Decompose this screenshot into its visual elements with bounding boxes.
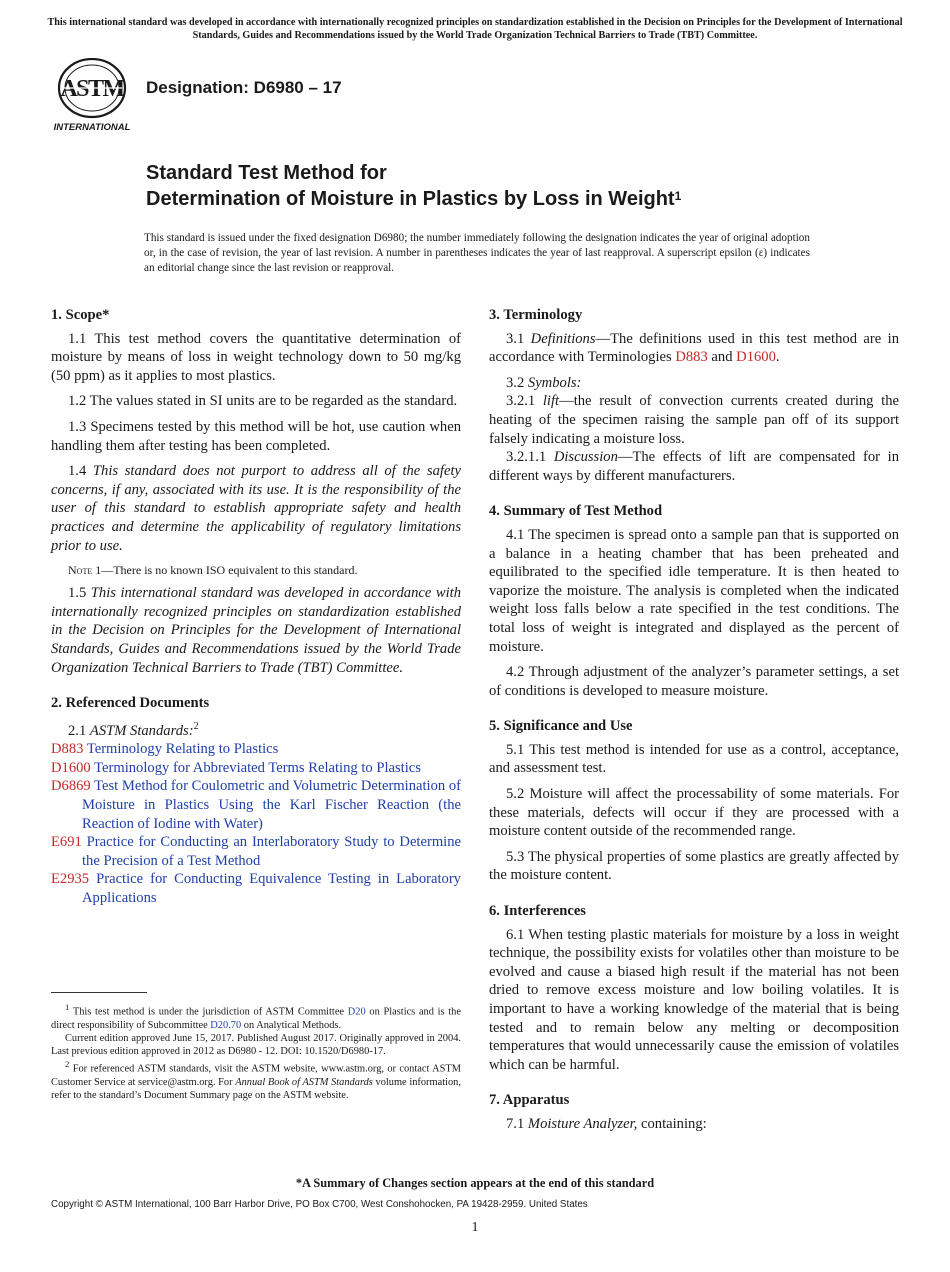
footnote-text: For referenced ASTM standards, visit the ASTM website, www.astm.org, or contact ASTM Customer Service at service@astm.org. For: [51, 1063, 461, 1088]
paragraph-number: 3.2.1: [506, 393, 536, 410]
title-line-1: Standard Test Method for: [146, 162, 387, 184]
note-label: Note 1: [68, 563, 102, 578]
reference-item[interactable]: [51, 777, 461, 833]
reference-code-link[interactable]: E691: [51, 834, 82, 851]
right-column: [489, 306, 899, 1134]
footnote-italic: Annual Book of ASTM Standards: [235, 1076, 373, 1088]
reference-title-link[interactable]: Terminology for Abbreviated Terms Relating to Plastics: [94, 759, 421, 776]
paragraph-number: 1.5: [68, 585, 87, 602]
paragraph-number: 2.1: [68, 722, 87, 739]
copyright: Copyright © ASTM International, 100 Barr Harbor Drive, PO Box C700, West Conshohocken, PA 19428-2959. United States: [51, 1199, 588, 1210]
paragraph-number: 1.4: [68, 463, 87, 480]
reference-code-link[interactable]: D883: [51, 741, 84, 758]
reference-title-link[interactable]: Test Method for Coulometric and Volumetric Determination of Moisture in Plastics Using the Karl Fischer Reaction (the Reaction of Iodine with Water): [82, 778, 461, 832]
paragraph-3-2-1-1: [489, 448, 899, 485]
paragraph-text: —the result of convection currents created during the heating of the specimen raising the sample pan off of its support falsely indicating a moisture loss.: [489, 393, 899, 447]
paragraph-3-2-1: [489, 392, 899, 448]
section-heading-scope: 1. Scope*: [51, 307, 110, 323]
section-heading-apparatus: 7. Apparatus: [489, 1092, 570, 1109]
reference-item[interactable]: [51, 870, 461, 907]
footnote-mark: 2: [193, 720, 199, 732]
paragraph-text: —The effects of lift are compensated for in different ways by different manufacturers.: [489, 449, 899, 484]
reference-title-link[interactable]: Terminology Relating to Plastics: [86, 741, 279, 758]
paragraph-1-5-text: This international standard was developed in accordance with internationally recognized principles on standardization established in the Decision on Principles for the Development of International Standards, Guides and Recommendations issued by the World Trade Organization Technical Barriers to Trade (TBT) Committee.: [51, 585, 462, 676]
term: Moisture Analyzer,: [527, 1115, 638, 1132]
footnote-mark: 2: [65, 1059, 70, 1070]
paragraph-1-1: 1.1 This test method covers the quantitative determination of moisture by means of loss in weight technology down to 50 mg/kg (50 ppm) as it applies to most plastics.: [51, 330, 461, 384]
paragraph-number: 7.1: [506, 1115, 525, 1132]
footnote-text: This test method is under the jurisdiction of ASTM Committee: [72, 1006, 348, 1018]
reference-item[interactable]: [51, 740, 461, 759]
summary-of-changes-note: *A Summary of Changes section appears at the end of this standard: [295, 1176, 655, 1190]
designation: Designation: D6980 – 17: [146, 78, 342, 97]
footnote-divider: [51, 992, 147, 993]
term: lift: [542, 393, 560, 410]
document-title: [146, 160, 681, 212]
title-line-2: [146, 186, 681, 212]
section-heading-significance: 5. Significance and Use: [489, 718, 633, 735]
term: Definitions: [530, 330, 596, 347]
subcommittee-link[interactable]: D20.70: [210, 1019, 242, 1031]
astm-logo-icon: [52, 58, 136, 134]
section-heading-terminology: 3. Terminology: [489, 307, 583, 323]
paragraph-text: —The definitions used in this test method are in accordance with Terminologies: [489, 330, 899, 366]
paragraph-4-1: 4.1 The specimen is spread onto a sample pan that is supported on a balance in a heating chamber that has been preheated and equilibrated to the specified idle temperature. It is then heated to vaporize the moisture. The analysis is completed when the indicated weight loss falls below a rate specified in the test conditions. The total loss of weight is integrated and displayed as the percent of moisture.: [489, 526, 899, 655]
reference-code-link[interactable]: D1600: [51, 759, 91, 776]
paragraph-3-1: [489, 330, 899, 367]
reference-item[interactable]: [51, 833, 461, 870]
committee-link[interactable]: D20: [347, 1006, 366, 1018]
paragraph-number: 3.1: [506, 330, 525, 347]
paragraph-text: and: [707, 349, 737, 366]
left-column: [51, 306, 461, 907]
paragraph-text: containing:: [637, 1115, 707, 1132]
section-heading-interferences: 6. Interferences: [489, 903, 586, 920]
logo-letters: ASTM: [60, 76, 124, 102]
page-number: 1: [471, 1220, 479, 1235]
paragraph-3-2: [489, 374, 899, 393]
reference-title-link[interactable]: Practice for Conducting Equivalence Testing in Laboratory Applications: [82, 871, 461, 906]
paragraph-1-5: [51, 584, 461, 677]
reference-code-link[interactable]: E2935: [51, 871, 90, 888]
paragraph-6-1: 6.1 When testing plastic materials for moisture by a loss in weight technique, the possibility exists for volatiles other than moisture to be evolved and cause a biased high result if the material has not been dried to remove excess moisture and low boiling volatiles. It is important to have a working knowledge of the material that is being tested and to remain below any melting or decomposition temperatures that would unnecessarily cause the emission of volatiles which can be harmful.: [489, 926, 899, 1073]
title-footnote-mark: 1: [674, 189, 682, 203]
paragraph-number: 3.2: [506, 374, 525, 391]
paragraph-2-1-text: ASTM Standards:: [89, 722, 194, 739]
section-heading-referenced-documents: 2. Referenced Documents: [51, 695, 210, 712]
paragraph-1-3: 1.3 Specimens tested by this method will be hot, use caution when handling them after testing has been completed.: [51, 418, 461, 454]
footnote-text: on Analytical Methods.: [241, 1019, 342, 1031]
footnote-mark: 1: [65, 1002, 70, 1012]
paragraph-5-2: 5.2 Moisture will affect the processability of some materials. For these materials, defects will occur if they are processed with a moisture content outside of the recommended range.: [489, 786, 899, 840]
footnote-text: on Plastics and is the direct responsibility of Subcommittee: [51, 1006, 461, 1031]
term: Symbols:: [527, 374, 582, 391]
note-1: [51, 562, 461, 578]
paragraph-text: .: [775, 349, 780, 366]
footnote-2: [51, 1058, 461, 1102]
paragraph-1-4-text: This standard does not purport to address all of the safety concerns, if any, associated with its use. It is the responsibility of the user of this standard to establish appropriate safety and health practices and determine the applicability of regulatory limitations prior to use.: [51, 463, 461, 554]
section-heading-summary: 4. Summary of Test Method: [489, 503, 663, 520]
paragraph-number: 3.2.1.1: [506, 449, 547, 466]
paragraph-1-4: [51, 462, 461, 555]
paragraph-7-1: [489, 1115, 899, 1134]
reference-code-link[interactable]: D6869: [51, 778, 91, 795]
footnote-edition: Current edition approved June 15, 2017. Published August 2017. Originally approved in 2004. Last previous edition approved in 2012 as D6980 - 12. DOI: 10.1520/D6980-17.: [51, 1032, 461, 1058]
paragraph-5-3: 5.3 The physical properties of some plastics are greatly affected by the moisture content.: [489, 848, 899, 884]
top-notice: This international standard was developed in accordance with internationally recognized principles on standardization established in the Decision on Principles for the Development of International Standards, Guides and Recommendations issued by the World Trade Organization Technical Barriers to Trade (TBT) Committee.: [47, 17, 903, 41]
paragraph-2-1: [51, 718, 461, 740]
footnote-1: [51, 1001, 461, 1032]
logo-subtext: INTERNATIONAL: [53, 122, 131, 133]
title-line-2-text: Determination of Moisture in Plastics by Loss in Weight: [146, 188, 675, 210]
footnotes: [51, 1001, 461, 1102]
paragraph-4-2: 4.2 Through adjustment of the analyzer’s parameter settings, a set of conditions is developed to measure moisture.: [489, 664, 899, 699]
note-text: —There is no known ISO equivalent to this standard.: [101, 563, 358, 578]
term: Discussion: [553, 449, 618, 466]
reference-item[interactable]: [51, 759, 461, 778]
issuance-statement: This standard is issued under the fixed designation D6980; the number immediately following the designation indicates the year of original adoption or, in the case of revision, the year of last revision. A number in parentheses indicates the year of last reapproval. A superscript epsilon (ε) indicates an editorial change since the last revision or reapproval.: [144, 232, 810, 274]
reference-title-link[interactable]: Practice for Conducting an Interlaboratory Study to Determine the Precision of a Test Method: [82, 834, 462, 869]
d1600-link[interactable]: D1600: [736, 349, 776, 366]
paragraph-5-1: 5.1 This test method is intended for use as a control, acceptance, and assessment test.: [489, 741, 899, 777]
d883-link[interactable]: D883: [675, 349, 708, 366]
footnote-text: volume information, refer to the standard’s Document Summary page on the ASTM website.: [51, 1076, 461, 1102]
paragraph-1-2: 1.2 The values stated in SI units are to be regarded as the standard.: [68, 393, 458, 410]
